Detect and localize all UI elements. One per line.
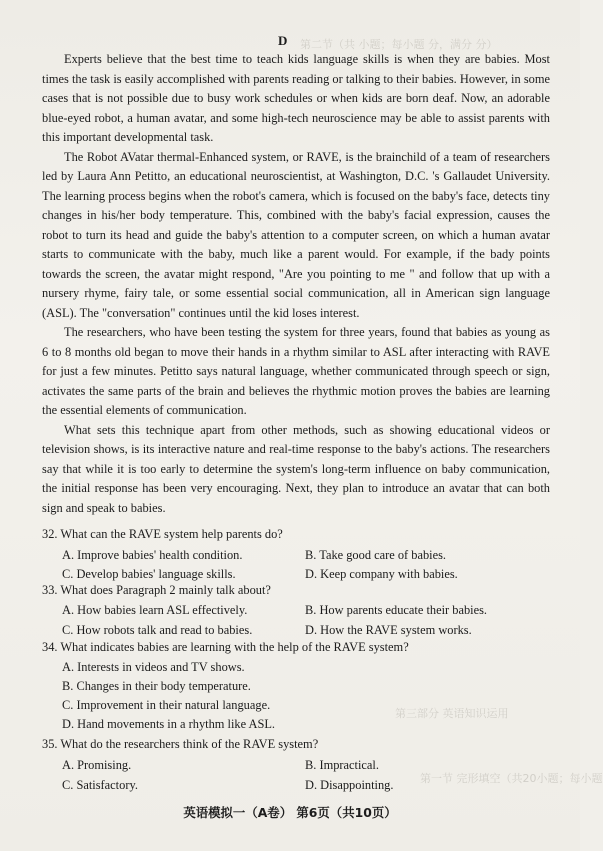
option-b: B. Impractical. (305, 758, 379, 772)
passage-paragraph: Experts believe that the best time to teach kids language skills is when they are babies. Most times the task is easily accomplished with parents reading or talking to their babies. However, in some cases that is not possible due to busy work schedules or when kids are born deaf. Now, an adorable blue-eyed robot, a human avatar, and some high-tech neuroscience may be able to assist parents with this important developmental task. (42, 52, 550, 144)
question-stem: 35. What do the researchers think of the RAVE system? (42, 737, 319, 751)
option-d: D. How the RAVE system works. (305, 623, 472, 637)
bleed-through-text: 第三部分 英语知识运用 (395, 707, 509, 720)
option-d: D. Keep company with babies. (305, 567, 458, 581)
passage (42, 50, 550, 518)
option-c: C. How robots talk and read to babies. (62, 623, 253, 637)
option-a: A. Improve babies' health condition. (62, 548, 243, 562)
passage-paragraph: The researchers, who have been testing the system for three years, found that babies as young as 6 to 8 months old began to move their hands in a rhythm similar to ASL after interacting with RAVE for just a few minutes. Petitto says natural language, whether communicated through speech or sign, activates the same parts of the brain and believes the rhythmic motion proves the babies are learning the essential elements of communication. (42, 325, 550, 417)
question-stem: 34. What indicates babies are learning with the help of the RAVE system? (42, 640, 409, 654)
option-a: A. How babies learn ASL effectively. (62, 603, 248, 617)
option-c: C. Improvement in their natural language. (62, 698, 271, 712)
section-letter: D (278, 33, 288, 48)
page-footer: 英语模拟一（A卷） 第6页（共10页） (183, 805, 397, 820)
option-a: A. Promising. (62, 758, 132, 772)
passage-paragraph: The Robot AVatar thermal-Enhanced system, or RAVE, is the brainchild of a team of researchers led by Laura Ann Petitto, an educational neuroscientist, at Washington, D.C. 's Gallaudet University. The learning process begins when the robot's camera, which is focused on the baby's face, detects tiny changes in his/her body temperature. This, combined with the baby's facial expression, causes the robot to turn its head and guide the baby's attention to a computer screen, on which a human avatar starts to communicate with the baby, much like a parent would. For example, if the bady points towards the screen, the avatar might respond, "Are you pointing to me " and follow that up with a nursery rhyme, fairy tale, or some essential social communication, all in American sign language (ASL). The "conversation" continues until the kid loses interest. (42, 149, 550, 320)
option-b: B. How parents educate their babies. (305, 603, 488, 617)
passage-paragraph: What sets this technique apart from other methods, such as showing educational videos or television shows, is its interactive nature and real-time response to the baby's actions. The researchers say that while it is too early to determine the system's long-term influence on baby communication, the initial response has been very encouraging. Next, they plan to introduce an avatar that can both sign and speak to babies. (42, 422, 550, 515)
option-d: D. Hand movements in a rhythm like ASL. (62, 717, 276, 731)
question-stem: 33. What does Paragraph 2 mainly talk about? (42, 583, 271, 597)
bleed-through-text: 第二节（共 小题；每小题 分，满分 分） (300, 38, 498, 51)
option-b: B. Take good care of babies. (305, 548, 447, 562)
option-c: C. Develop babies' language skills. (62, 567, 236, 581)
option-d: D. Disappointing. (305, 778, 394, 792)
bleed-through-text: 第一节 完形填空（共20小题；每小题 (420, 772, 603, 785)
question-stem: 32. What can the RAVE system help parents do? (42, 527, 283, 541)
option-b: B. Changes in their body temperature. (62, 679, 251, 693)
option-c: C. Satisfactory. (62, 778, 138, 792)
option-a: A. Interests in videos and TV shows. (62, 660, 245, 674)
